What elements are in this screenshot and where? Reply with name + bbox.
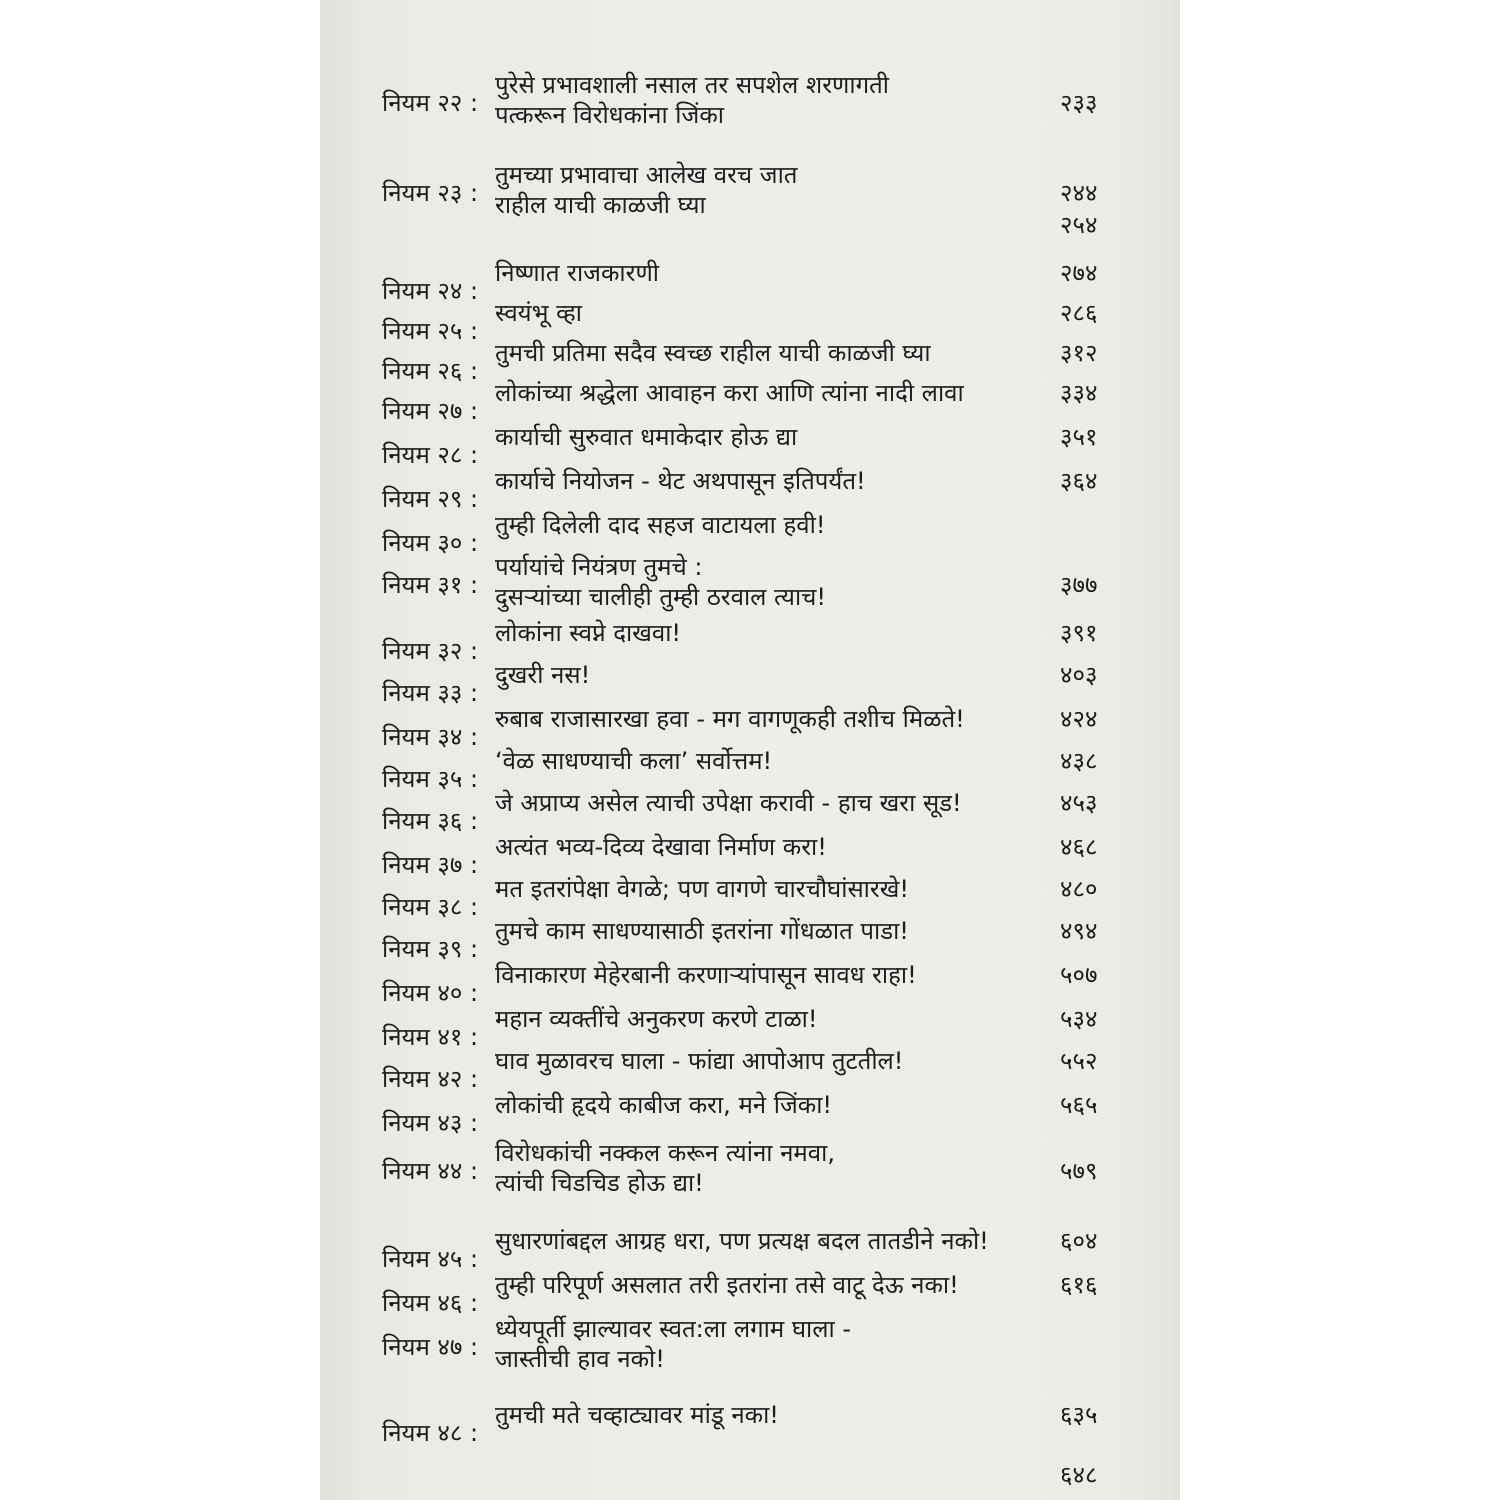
rule-title: [495, 510, 1075, 540]
rule-title: [495, 788, 1075, 818]
page-number: ३९१: [1060, 619, 1098, 647]
rule-title-line: रुबाब राजासारखा हवा - मग वागणूकही तशीच मिळते!: [495, 705, 965, 733]
rule-number: नियम २७ :: [382, 397, 479, 425]
rule-number: नियम ३९ :: [382, 935, 479, 963]
rule-title-line: विरोधकांची नक्कल करून त्यांना नमवा,: [495, 1139, 835, 1167]
page-number: ४८०: [1060, 875, 1098, 903]
rule-title: [495, 70, 1075, 130]
rule-number: नियम ३२ :: [382, 637, 479, 665]
page-number: ३५१: [1060, 423, 1098, 451]
rule-number: नियम ४६ :: [382, 1289, 479, 1317]
rule-number: नियम २५ :: [382, 317, 479, 345]
rule-number: नियम ४२ :: [382, 1065, 479, 1093]
rule-number: नियम ४१ :: [382, 1023, 479, 1051]
rule-title: [495, 1138, 1075, 1198]
book-page: [320, 0, 1180, 1500]
rule-number: नियम ४० :: [382, 979, 479, 1007]
page-number: ६१६: [1060, 1271, 1098, 1299]
page-number: ४२४: [1060, 705, 1098, 733]
rule-number: नियम ३० :: [382, 529, 479, 557]
page-number: ५३४: [1060, 1005, 1098, 1033]
rule-title-line: दुखरी नस!: [495, 661, 591, 689]
rule-number: नियम २२ :: [382, 89, 479, 117]
rule-number: नियम २८ :: [382, 441, 479, 469]
rule-number: नियम ३१ :: [382, 571, 479, 599]
rule-title-line: तुमची प्रतिमा सदैव स्वच्छ राहील याची काळजी घ्या: [495, 339, 931, 367]
rule-title: [495, 1046, 1075, 1076]
rule-number: नियम ३७ :: [382, 851, 479, 879]
rule-title: [495, 704, 1075, 734]
page-number: ५५२: [1060, 1047, 1098, 1075]
rule-title-line: विनाकारण मेहेरबानी करणाऱ्यांपासून सावध राहा!: [495, 961, 917, 989]
page-number: ३३४: [1060, 379, 1098, 407]
rule-title: [495, 1270, 1075, 1300]
rule-title-line: महान व्यक्तींचे अनुकरण करणे टाळा!: [495, 1005, 818, 1033]
rule-title-line: दुसऱ्यांच्या चालीही तुम्ही ठरवाल त्याच!: [495, 583, 827, 611]
rule-title-line: लोकांची हृदये काबीज करा, मने जिंका!: [495, 1091, 833, 1119]
rule-title-line: त्यांची चिडचिड होऊ द्या!: [495, 1169, 704, 1197]
page-number: ४०३: [1060, 661, 1098, 689]
page-number: ५६५: [1060, 1091, 1098, 1119]
table-of-contents: [320, 0, 1180, 1500]
page-number: ६३५: [1060, 1401, 1098, 1429]
page-number: ५०७: [1060, 961, 1098, 989]
rule-title: [495, 298, 1075, 328]
rule-title: [495, 832, 1075, 862]
page-number: ३७७: [1060, 571, 1098, 599]
page-number: ६०४: [1060, 1227, 1098, 1255]
page-number: ४३८: [1060, 747, 1098, 775]
page-number-stray-2: ६४८: [1060, 1461, 1098, 1489]
rule-number: नियम ३६ :: [382, 807, 479, 835]
rule-title-line: तुम्ही दिलेली दाद सहज वाटायला हवी!: [495, 511, 826, 539]
rule-title-line: तुमचे काम साधण्यासाठी इतरांना गोंधळात पाडा!: [495, 917, 909, 945]
rule-title-line: अत्यंत भव्य-दिव्य देखावा निर्माण करा!: [495, 833, 827, 861]
rule-title-line: लोकांच्या श्रद्धेला आवाहन करा आणि त्यांना नादी लावा: [495, 379, 964, 407]
rule-title: [495, 746, 1075, 776]
rule-title-line: कार्याचे नियोजन - थेट अथपासून इतिपर्यंत!: [495, 467, 866, 495]
rule-title: [495, 1226, 1075, 1256]
rule-title: [495, 1400, 1075, 1430]
rule-title: [495, 422, 1075, 452]
rule-title-line: मत इतरांपेक्षा वेगळे; पण वागणे चारचौघांसारखे!: [495, 875, 909, 903]
rule-number: नियम ३४ :: [382, 723, 479, 751]
rule-title-line: घाव मुळावरच घाला - फांद्या आपोआप तुटतील!: [495, 1047, 904, 1075]
rule-title-line: कार्याची सुरुवात धमाकेदार होऊ द्या: [495, 423, 798, 451]
page-number: २८६: [1060, 299, 1098, 327]
rule-title: [495, 1314, 1075, 1374]
rule-title: [495, 618, 1075, 648]
rule-title: [495, 660, 1075, 690]
rule-title-line: जास्तीची हाव नको!: [495, 1345, 665, 1373]
page-number-stray-1: २५४: [1060, 211, 1098, 239]
rule-title: [495, 466, 1075, 496]
page-number: ४९४: [1060, 917, 1098, 945]
rule-number: नियम २४ :: [382, 277, 479, 305]
rule-number: नियम ३८ :: [382, 893, 479, 921]
page-number: ३१२: [1060, 339, 1098, 367]
rule-number: नियम ४७ :: [382, 1333, 479, 1361]
rule-title-line: तुम्ही परिपूर्ण असलात तरी इतरांना तसे वाटू देऊ नका!: [495, 1271, 959, 1299]
page-number: २४४: [1060, 179, 1098, 207]
rule-title-line: ध्येयपूर्ती झाल्यावर स्वत:ला लगाम घाला -: [495, 1315, 851, 1343]
rule-number: नियम ४८ :: [382, 1419, 479, 1447]
rule-title: [495, 552, 1075, 612]
rule-title-line: जे अप्राप्य असेल त्याची उपेक्षा करावी - हाच खरा सूड!: [495, 789, 962, 817]
rule-title-line: लोकांना स्वप्ने दाखवा!: [495, 619, 682, 647]
rule-number: नियम ३५ :: [382, 765, 479, 793]
rule-number: नियम २९ :: [382, 485, 479, 513]
rule-number: नियम ४३ :: [382, 1109, 479, 1137]
rule-title-line: पुरेसे प्रभावशाली नसाल तर सपशेल शरणागती: [495, 71, 890, 99]
rule-title: [495, 378, 1075, 408]
rule-number: नियम २६ :: [382, 357, 479, 385]
rule-title: [495, 338, 1075, 368]
rule-number: नियम ३३ :: [382, 679, 479, 707]
page-number: ३६४: [1060, 467, 1098, 495]
rule-title: [495, 874, 1075, 904]
page-number: २३३: [1060, 89, 1098, 117]
rule-title-line: सुधारणांबद्दल आग्रह धरा, पण प्रत्यक्ष बदल तातडीने नको!: [495, 1227, 989, 1255]
rule-title: [495, 1004, 1075, 1034]
rule-title-line: ‘वेळ साधण्याची कला’ सर्वोत्तम!: [495, 747, 773, 775]
rule-title: [495, 1090, 1075, 1120]
rule-title: [495, 160, 1075, 220]
rule-number: नियम २३ :: [382, 179, 479, 207]
page-number: ५७९: [1060, 1157, 1098, 1185]
rule-title-line: पत्करून विरोधकांना जिंका: [495, 101, 724, 129]
rule-title-line: राहील याची काळजी घ्या: [495, 191, 706, 219]
rule-title-line: स्वयंभू व्हा: [495, 299, 582, 327]
rule-number: नियम ४५ :: [382, 1245, 479, 1273]
rule-title-line: तुमच्या प्रभावाचा आलेख वरच जात: [495, 161, 798, 189]
page-number: ४५३: [1060, 789, 1098, 817]
rule-number: नियम ४४ :: [382, 1157, 479, 1185]
rule-title-line: पर्यायांचे नियंत्रण तुमचे :: [495, 553, 703, 581]
page-number: ४६८: [1060, 833, 1098, 861]
rule-title: [495, 960, 1075, 990]
rule-title-line: निष्णात राजकारणी: [495, 259, 660, 287]
page-number: २७४: [1060, 259, 1098, 287]
rule-title: [495, 258, 1075, 288]
rule-title-line: तुमची मते चव्हाट्यावर मांडू नका!: [495, 1401, 779, 1429]
rule-title: [495, 916, 1075, 946]
